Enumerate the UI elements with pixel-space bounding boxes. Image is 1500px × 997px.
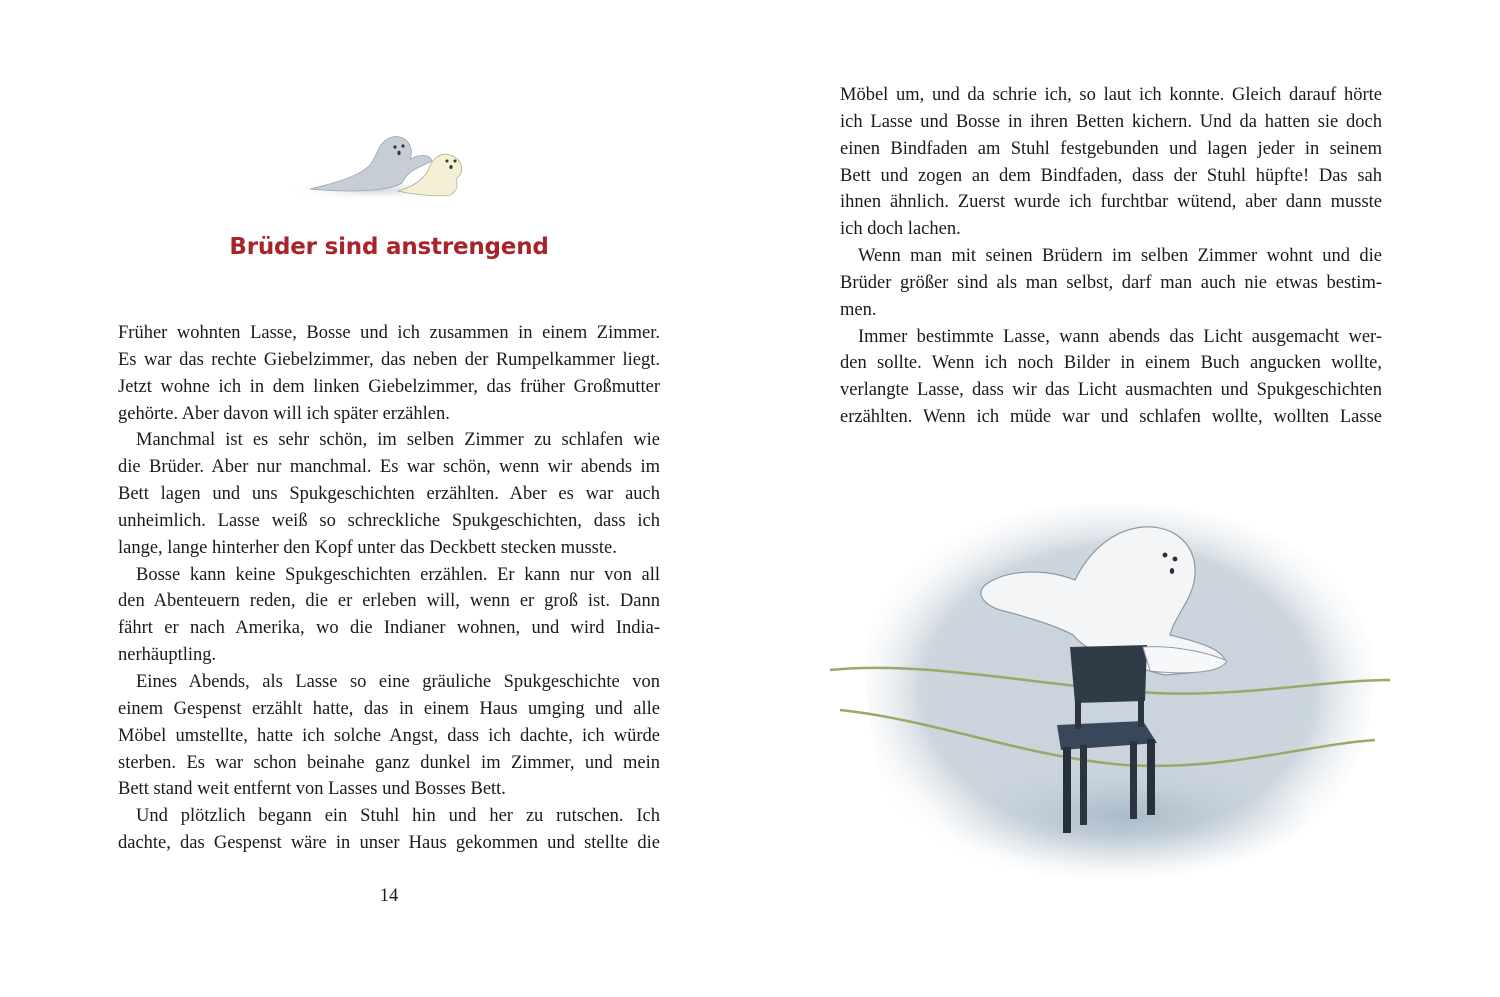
chair-leg xyxy=(1080,745,1087,825)
ghost-eye xyxy=(1163,553,1168,558)
text-line: Eines Abends, als Lasse so eine gräuliche Spukgeschichte von xyxy=(136,671,660,692)
text-line: Bosse kann keine Spukgeschichten erzählen. Er kann nur von all xyxy=(136,564,660,585)
floor-shadow xyxy=(935,760,1315,870)
text-line: Manchmal ist es sehr schön, im selben Zimmer zu schlafen wie xyxy=(136,430,660,451)
text-line: den sollte. Wenn ich noch Bilder in einem Buch angucken wollte, xyxy=(840,353,1382,374)
ghosts-illustration xyxy=(290,125,490,205)
text-line: erzählten. Wenn ich müde war und schlafen wollte, wollten Lasse xyxy=(840,407,1382,428)
text-line: den Abenteuern reden, die er erleben will, wenn er groß ist. Dann xyxy=(118,591,660,612)
text-line: Möbel um, und da schrie ich, so laut ich konnte. Gleich darauf hörte xyxy=(840,85,1382,105)
ghost-mouth xyxy=(1170,568,1174,574)
chair-leg xyxy=(1130,741,1137,819)
text-line: Brüder größer sind als man selbst, darf man auch nie etwas bestim- xyxy=(840,272,1382,293)
page-number: 14 xyxy=(379,886,399,906)
text-line: Wenn man mit seinen Brüdern im selben Zimmer wohnt und die xyxy=(858,246,1382,267)
text-line: dachte, das Gespenst wäre in unser Haus gekommen und stellte die xyxy=(118,833,660,854)
ghost-large-eye xyxy=(393,145,396,148)
ghost-chair-illustration xyxy=(825,475,1395,895)
text-line: ihnen ähnlich. Zuerst wurde ich furchtbar wütend, aber dann musste xyxy=(840,192,1382,213)
right-page-text xyxy=(840,82,1382,431)
chair-leg xyxy=(1063,747,1071,833)
chair-back xyxy=(1070,645,1147,703)
chair-post xyxy=(1075,699,1081,729)
right-page xyxy=(750,0,1500,997)
ghost-small-mouth xyxy=(449,165,452,169)
text-line: Bett und zogen an dem Bindfaden, dass der Stuhl hüpfte! Das sah xyxy=(840,165,1382,186)
text-line: die Brüder. Aber nur manchmal. Es war schön, wenn wir abends im xyxy=(118,457,660,478)
text-line: men. xyxy=(840,299,877,320)
text-line: gehörte. Aber davon will ich später erzählen. xyxy=(118,403,450,424)
text-line: verlangte Lasse, dass wir das Licht ausmachten und Spukgeschichten xyxy=(840,380,1382,401)
text-line: einen Bindfaden am Stuhl festgebunden und lagen jeder in seinem xyxy=(840,138,1382,159)
text-line: Möbel umstellte, hatte ich solche Angst, dass ich dachte, ich würde xyxy=(118,725,660,746)
text-line: sterben. Es war schon beinahe ganz dunkel im Zimmer, und mein xyxy=(118,752,660,773)
chair-post xyxy=(1138,697,1144,727)
text-line: Und plötzlich begann ein Stuhl hin und her zu rutschen. Ich xyxy=(136,806,660,827)
text-line: Früher wohnten Lasse, Bosse und ich zusammen in einem Zimmer. xyxy=(118,323,660,343)
text-line: unheimlich. Lasse weiß so schreckliche Spukgeschichten, dass ich xyxy=(118,510,660,531)
chair-leg xyxy=(1147,739,1155,815)
text-line: einem Gespenst erzählt hatte, das in einem Haus umging und alle xyxy=(118,698,660,719)
ghost-large-mouth xyxy=(397,151,400,155)
ghost-small-eye xyxy=(454,160,457,163)
text-line: Jetzt wohne ich in dem linken Giebelzimmer, das früher Großmutter xyxy=(118,376,660,397)
text-line: fährt er nach Amerika, wo die Indianer wohnen, und wird India- xyxy=(118,618,660,639)
ghost-eye xyxy=(1173,557,1178,562)
left-page-text xyxy=(118,320,660,857)
text-line: ich Lasse und Bosse in ihren Betten kichern. Und da hatten sie doch xyxy=(840,111,1382,132)
text-line: Bett lagen und uns Spukgeschichten erzählten. Aber es war auch xyxy=(118,484,660,505)
ghost-large-eye xyxy=(401,144,404,147)
chapter-title: Brüder sind anstrengend xyxy=(229,234,549,260)
text-line: Immer bestimmte Lasse, wann abends das Licht ausgemacht wer- xyxy=(858,326,1382,347)
ghost-small-eye xyxy=(446,160,449,163)
text-line: lange, lange hinterher den Kopf unter das Deckbett stecken musste. xyxy=(118,537,617,558)
text-line: nerhäuptling. xyxy=(118,645,217,666)
text-line: Es war das rechte Giebelzimmer, das neben der Rumpelkammer liegt. xyxy=(118,349,660,370)
text-line: Bett stand weit entfernt von Lasses und Bosses Bett. xyxy=(118,779,506,800)
text-line: ich doch lachen. xyxy=(840,219,961,240)
